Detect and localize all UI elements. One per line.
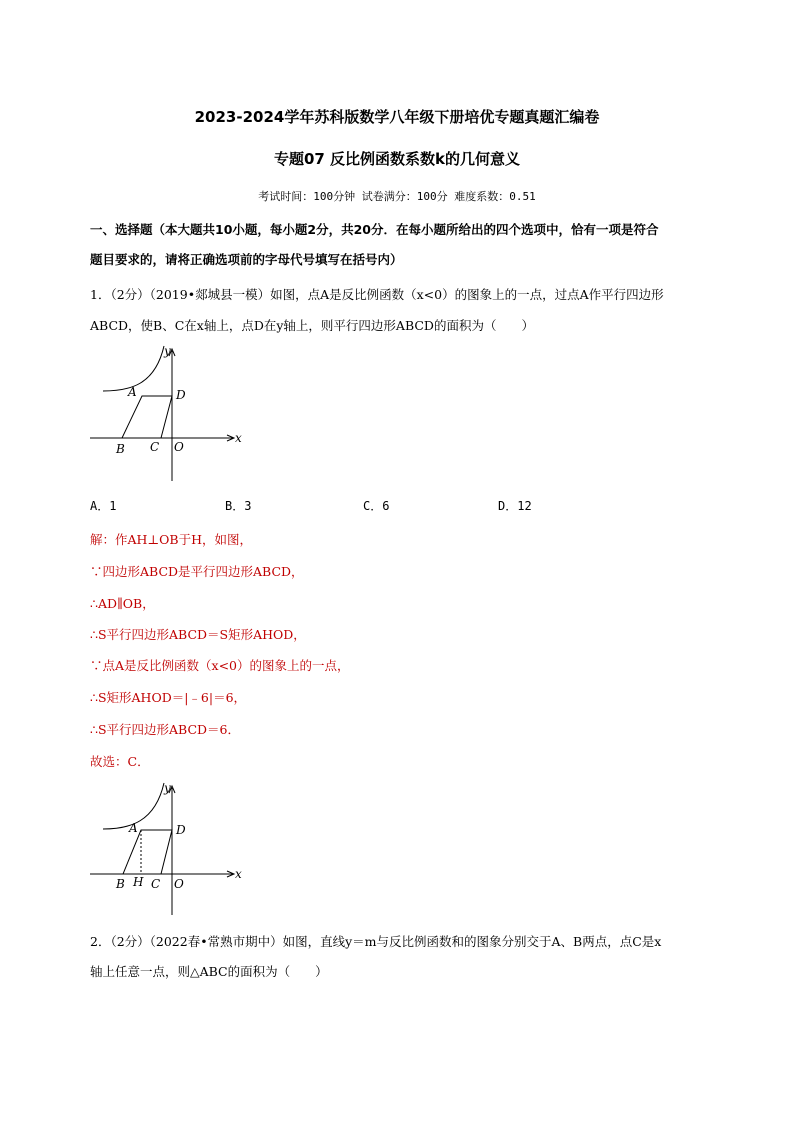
q1-solution-line2: ∵四边形ABCD是平行四边形ABCD， [90,564,304,579]
label-x: x [235,867,242,881]
q1-figure [85,343,255,483]
label-a: A [128,385,137,399]
q1-solution-line3: ∴AD∥OB， [90,596,155,611]
parallelogram-abcd [122,396,172,438]
label-c: C [151,877,161,891]
label-o: O [174,877,184,891]
q2-text-line2: 轴上任意一点，则△ABC的面积为（ ） [90,964,328,979]
q1-option-b: B．3 [225,499,252,513]
label-b: B [116,442,125,456]
q1-text-line1: 1．（2分）（2019•郯城县一模）如图，点A是反比例函数（x<0）的图象上的一点，过点A作平行四边形 [90,287,664,302]
label-b: B [116,877,125,891]
parallelogram-abcd [123,830,172,874]
q1-option-c: C．6 [363,499,390,513]
label-c: C [150,440,160,454]
page-subtitle: 专题07 反比例函数系数k的几何意义 [273,150,521,168]
q1-solution-figure [85,780,255,920]
q1-solution-line8: 故选：C． [90,754,150,769]
label-h: H [133,875,144,889]
label-y: y [164,781,171,795]
label-o: O [174,440,184,454]
q1-solution-line1: 解：作AH⊥OB于H，如图， [90,532,253,547]
label-x: x [235,431,242,445]
q1-text-line2: ABCD，使B、C在x轴上，点D在y轴上，则平行四边形ABCD的面积为（ ） [90,318,534,333]
section-heading-line1: 一、选择题（本大题共10小题，每小题2分，共20分．在每小题所给出的四个选项中，恰有一项是符合 [90,222,659,237]
q1-solution-line5: ∵点A是反比例函数（x<0）的图象上的一点， [90,658,350,673]
exam-meta: 考试时间：100分钟 试卷满分：100分 难度系数：0.51 [258,190,536,203]
q1-solution-line7: ∴S平行四边形ABCD＝6． [90,722,241,737]
q1-solution-line6: ∴S矩形AHOD＝|﹣6|＝6， [90,690,247,705]
page-title: 2023-2024学年苏科版数学八年级下册培优专题真题汇编卷 [194,108,600,126]
section-heading-line2: 题目要求的，请将正确选项前的字母代号填写在括号内） [90,252,403,267]
q2-text-line1: 2．（2分）（2022春•常熟市期中）如图，直线y＝m与反比例函数和的图象分别交于A、B两点，点C是x [90,934,662,949]
label-a: A [129,821,138,835]
q1-option-d: D．12 [498,499,532,513]
label-d: D [176,388,186,402]
label-y: y [164,344,171,358]
q1-option-a: A．1 [90,499,117,513]
q1-solution-line4: ∴S平行四边形ABCD＝S矩形AHOD， [90,627,306,642]
label-d: D [176,823,186,837]
